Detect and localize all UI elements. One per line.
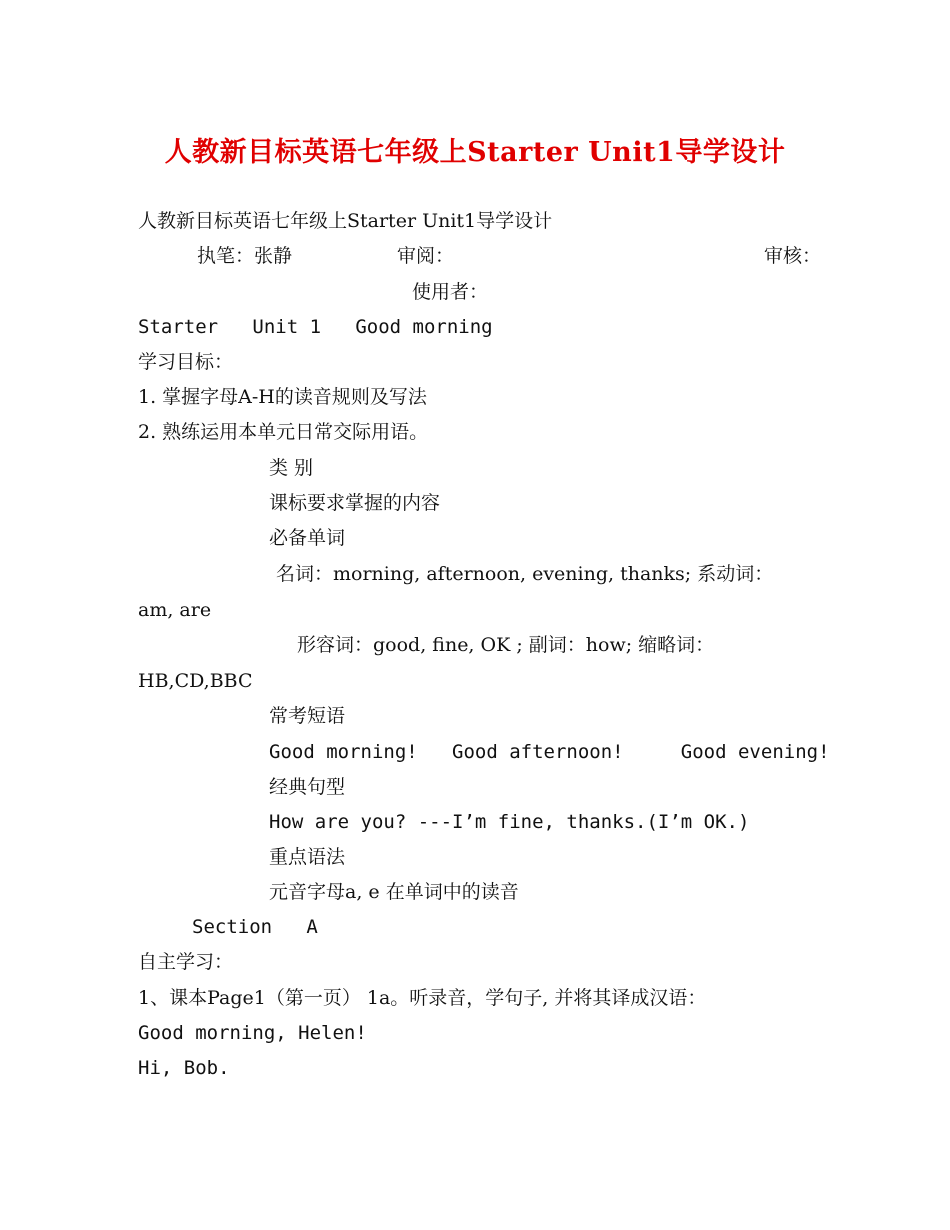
section-label: Section A [192,916,318,938]
goals-heading: 学习目标： [138,351,234,373]
author-label: 执笔：张静 [197,245,293,267]
vocab-line-2: 形容词：good, fine, OK ; 副词：how; 缩略词： [297,634,715,656]
audit-label: 审核： [764,245,822,267]
document-title: 人教新目标英语七年级上Starter Unit1导学设计 [164,137,786,168]
vocab-line-1: 名词：morning, afternoon, evening, thanks; 系动词： [276,563,774,585]
vocab-line-1-cont: am, are [138,599,212,621]
unit-line: Starter Unit 1 Good morning [138,316,493,338]
phrases-line: Good morning! Good afternoon! Good evening! [269,741,830,763]
task-1: 1、课本Page1（第一页） 1a。听录音，学句子, 并将其译成汉语： [138,987,707,1009]
vocab-line-2-cont: HB,CD,BBC [138,670,253,692]
subtitle: 人教新目标英语七年级上Starter Unit1导学设计 [138,210,553,232]
dialog-line-1: Good morning, Helen! [138,1022,367,1044]
curriculum-label: 课标要求掌握的内容 [269,492,441,514]
dialog-line-2: Hi, Bob. [138,1057,230,1079]
category-label: 类 别 [269,457,314,479]
phrases-heading: 常考短语 [269,705,346,727]
grammar-line: 元音字母a, e 在单词中的读音 [269,881,519,903]
user-label: 使用者： [412,281,489,303]
review-label: 审阅： [397,245,455,267]
goal-2: 2. 熟练运用本单元日常交际用语。 [138,421,429,443]
sentence-heading: 经典句型 [269,776,346,798]
grammar-heading: 重点语法 [269,846,346,868]
sentence-line: How are you? ---I’m fine, thanks.(I’m OK.) [269,811,750,833]
goal-1: 1. 掌握字母A-H的读音规则及写法 [138,386,427,408]
vocab-heading: 必备单词 [269,527,346,549]
self-study-heading: 自主学习： [138,951,234,973]
